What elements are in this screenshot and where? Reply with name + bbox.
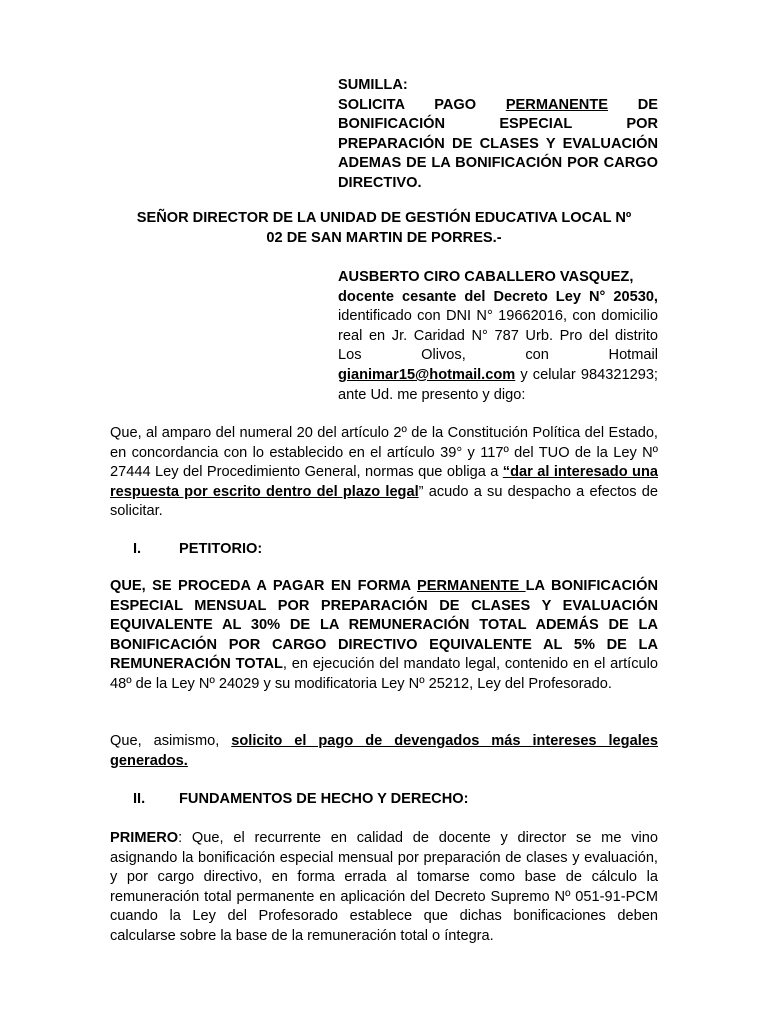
asimismo-text: Que, asimismo,: [110, 733, 232, 749]
sender-details-end: y celular 984321293; ante Ud. me presento y digo:: [338, 366, 658, 403]
asimismo-paragraph: [110, 732, 658, 771]
addressee-line-2: 02 DE SAN MARTIN DE PORRES.-: [266, 229, 502, 246]
petitorio-permanente: PERMANENTE: [417, 578, 526, 594]
sumilla-permanente: PERMANENTE: [505, 96, 608, 113]
section-number: II.: [133, 791, 146, 807]
addressee-block: [110, 209, 658, 248]
primero-text: : Que, el recurrente en calidad de docente y director se me vino asignando la bonificación especial mensual por preparación de clases y evaluación, y por cargo directivo, en forma errada al tomarse como base de cálculo la remuneración total permanente en aplicación del Decreto Supremo Nº 051-91-PCM cuando la Ley del Profesorado establece que dichas bonificaciones deben calcularse sobre la base de la remuneración total o íntegra.: [110, 830, 658, 944]
asimismo-request: solicito el pago de devengados más intereses legales generados.: [110, 733, 658, 769]
section-heading-fundamentos: [110, 790, 658, 810]
sumilla-text-rest: DE BONIFICACIÓN ESPECIAL POR PREPARACIÓN DE CLASES Y EVALUACIÓN ADEMAS DE LA BONIFICACIÓN POR CARGO DIRECTIVO.: [338, 96, 658, 191]
intro-quote: “dar al interesado una respuesta por escrito dentro del plazo legal: [110, 464, 658, 500]
primero-label: PRIMERO: [110, 830, 179, 846]
intro-text: Que, al amparo del numeral 20 del artículo 2º de la Constitución Política del Estado, en concordancia con lo establecido en el artículo 39° y 117º del TUO de la Ley Nº 27444 Ley del Procedimiento General, normas que obliga a: [110, 425, 658, 481]
petitorio-text-end: , en ejecución del mandato legal, contenido en el artículo 48º de la Ley Nº 24029 y su modificatoria Ley Nº 25212, Ley del Profesorado.: [110, 656, 658, 692]
sender-role: docente cesante del Decreto Ley N° 20530,: [338, 288, 658, 305]
petitorio-paragraph: [110, 577, 658, 695]
section-number: I.: [133, 541, 142, 557]
section-title: FUNDAMENTOS DE HECHO Y DERECHO:: [179, 791, 469, 807]
petitorio-text-bold: LA BONIFICACIÓN ESPECIAL MENSUAL POR PREPARACIÓN DE CLASES Y EVALUACIÓN EQUIVALENTE AL 30% DE LA REMUNERACIÓN TOTAL ADEMÁS DE LA BONIFICACIÓN POR CARGO DIRECTIVO EQUIVALENTE AL 5% DE LA REMUNERACIÓN TOTAL: [110, 578, 658, 673]
intro-paragraph: [110, 424, 658, 522]
sender-email-link[interactable]: gianimar15@hotmail.com: [338, 366, 516, 383]
petitorio-text: QUE, SE PROCEDA A PAGAR EN FORMA: [110, 578, 418, 594]
sumilla-label: SUMILLA:: [338, 77, 408, 93]
sumilla-text: [338, 96, 658, 194]
primero-paragraph: [110, 829, 658, 947]
section-title: PETITORIO:: [179, 541, 263, 557]
sender-details: identificado con DNI N° 19662016, con domicilio real en Jr. Caridad N° 787 Urb. Pro del distrito Los Olivos, con Hotmail: [338, 308, 658, 364]
sender-block: [338, 268, 658, 405]
intro-text-end: ” acudo a su despacho a efectos de solicitar.: [110, 483, 658, 520]
sumilla-text-start: SOLICITA PAGO: [338, 96, 506, 113]
sender-name: AUSBERTO CIRO CABALLERO VASQUEZ,: [338, 269, 634, 285]
section-heading-petitorio: [110, 540, 658, 560]
addressee-line-1: SEÑOR DIRECTOR DE LA UNIDAD DE GESTIÓN EDUCATIVA LOCAL Nº: [136, 210, 632, 226]
sumilla-block: [338, 76, 658, 194]
